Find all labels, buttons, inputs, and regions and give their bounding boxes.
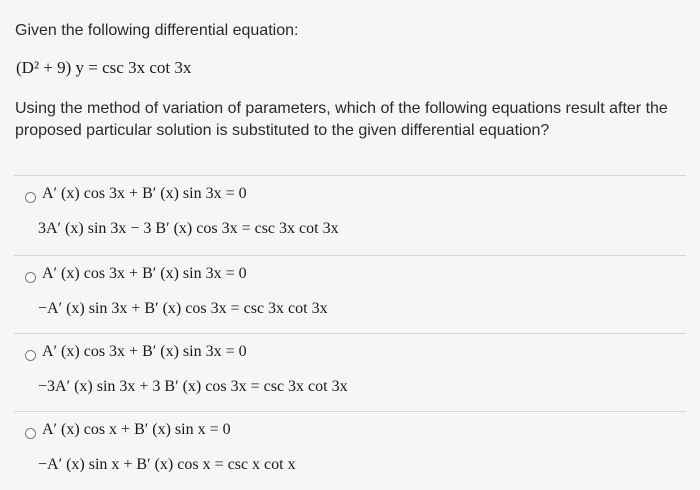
answer-option-4[interactable]	[0, 412, 700, 490]
option-4-line-2: −A′ (x) sin x + B′ (x) cos x = csc x cot x	[38, 456, 296, 473]
radio-button[interactable]	[25, 192, 36, 203]
option-4-line-1: A′ (x) cos x + B′ (x) sin x = 0	[42, 421, 231, 438]
radio-button[interactable]	[25, 428, 36, 439]
option-2-line-1: A′ (x) cos 3x + B′ (x) sin 3x = 0	[42, 265, 247, 282]
radio-button[interactable]	[25, 272, 36, 283]
answer-option-1[interactable]	[0, 176, 700, 254]
answer-option-3[interactable]	[0, 334, 700, 412]
radio-button[interactable]	[25, 350, 36, 361]
differential-equation: (D² + 9) y = csc 3x cot 3x	[16, 58, 192, 77]
intro-text: Given the following differential equation:	[15, 22, 299, 39]
option-3-line-1: A′ (x) cos 3x + B′ (x) sin 3x = 0	[42, 343, 247, 360]
option-1-line-2: 3A′ (x) sin 3x − 3 B′ (x) cos 3x = csc 3x cot 3x	[38, 220, 339, 237]
answer-option-2[interactable]	[0, 256, 700, 334]
question-text: Using the method of variation of parameters, which of the following equations result after the proposed particular solution is substituted to the given differential equation?	[15, 100, 668, 139]
option-3-line-2: −3A′ (x) sin 3x + 3 B′ (x) cos 3x = csc 3x cot 3x	[38, 378, 348, 395]
option-2-line-2: −A′ (x) sin 3x + B′ (x) cos 3x = csc 3x cot 3x	[38, 300, 328, 317]
option-1-line-1: A′ (x) cos 3x + B′ (x) sin 3x = 0	[42, 185, 247, 202]
